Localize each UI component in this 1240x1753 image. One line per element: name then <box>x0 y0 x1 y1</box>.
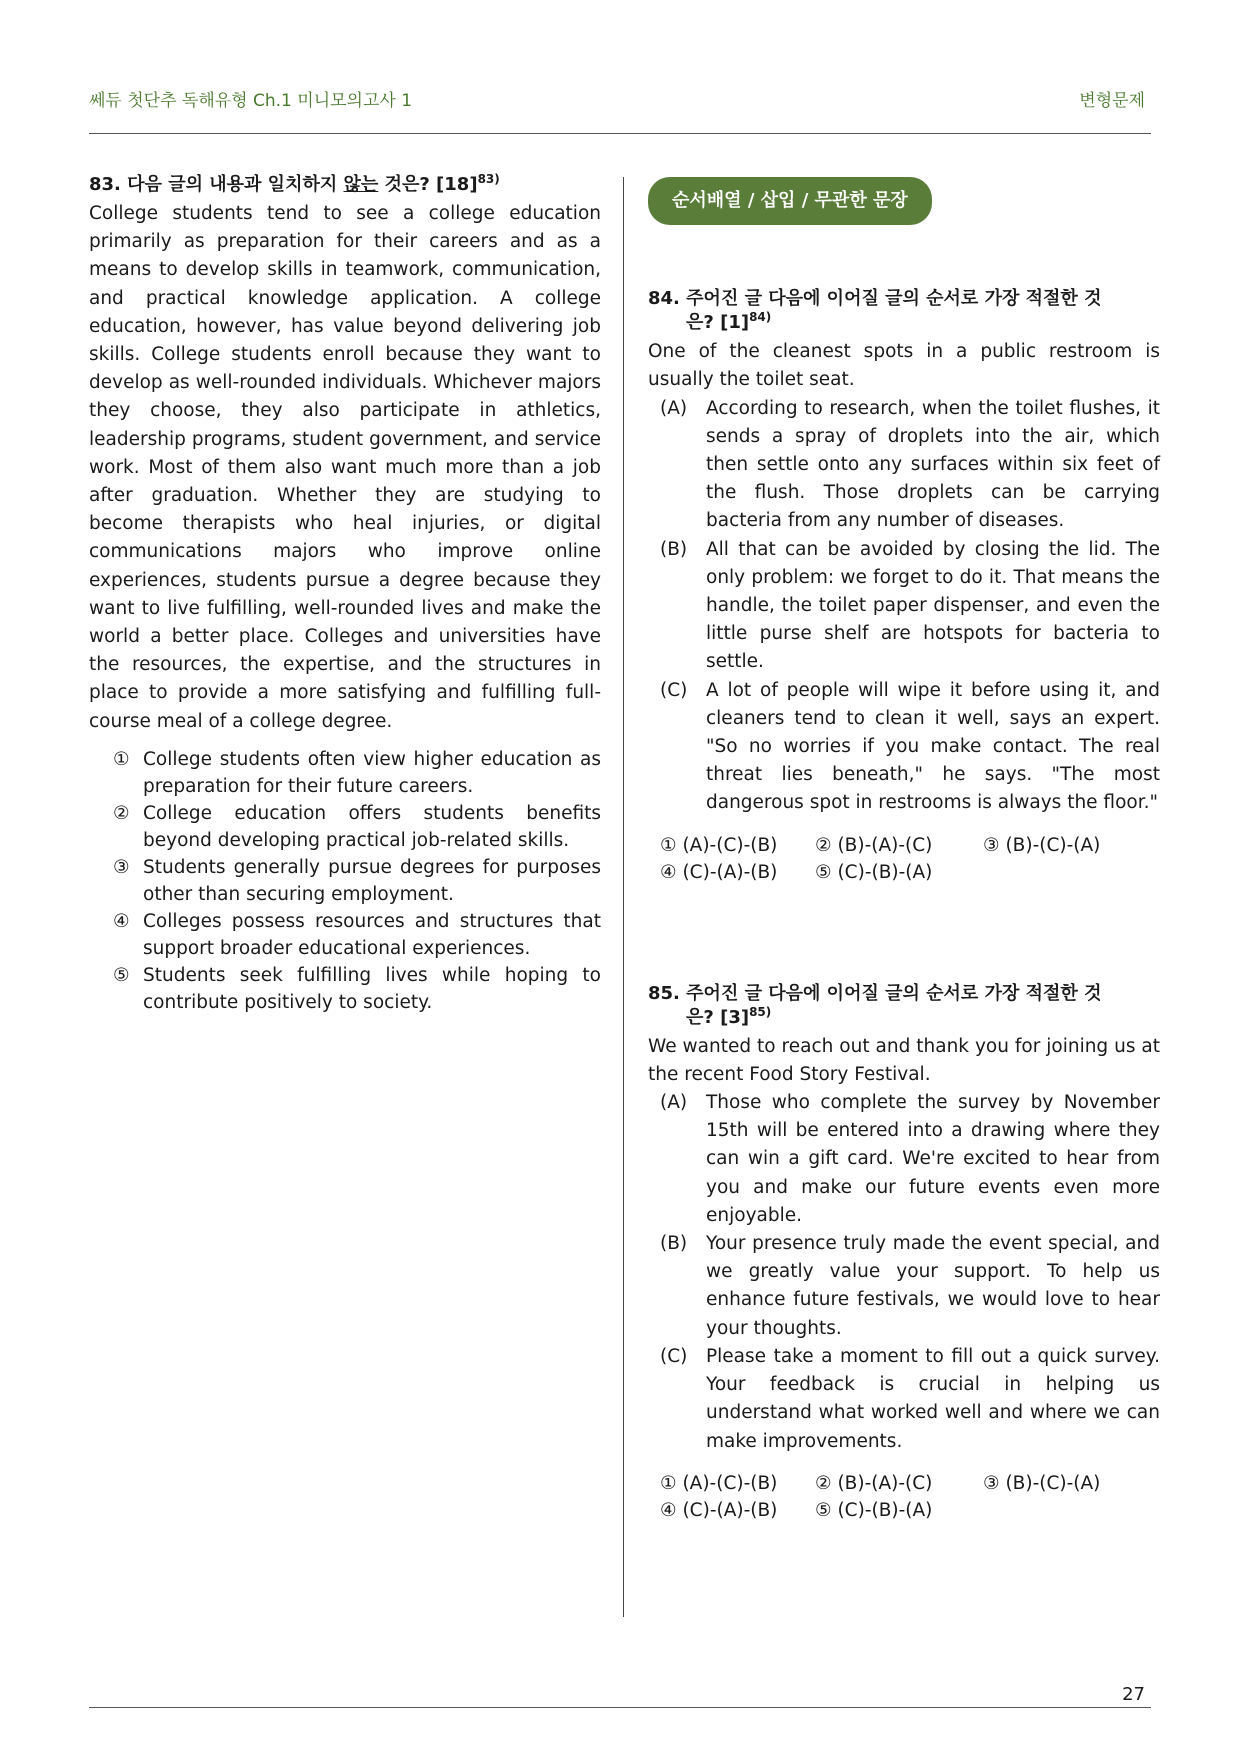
order-options <box>660 832 1160 886</box>
paragraph-label: (B) <box>660 538 688 560</box>
paragraph-b <box>660 536 1160 677</box>
right-column <box>648 173 1160 1524</box>
paragraph-a <box>660 1089 1160 1230</box>
paragraph-text: Please take a moment to fill out a quick survey. Your feedback is crucial in helping us understand what worked well and where we can make improvements. <box>706 1345 1160 1452</box>
question-number: 85. <box>648 982 680 1004</box>
paragraph-c <box>660 1343 1160 1456</box>
question-number: 84. <box>648 288 680 310</box>
title-text: 주어진 글 다음에 이어질 글의 순서로 가장 적절한 것 <box>686 982 1102 1004</box>
order-option[interactable]: ① (A)-(C)-(B) <box>660 1472 778 1494</box>
section-badge: 순서배열 / 삽입 / 무관한 문장 <box>648 177 932 225</box>
paragraph-text: According to research, when the toilet flushes, it sends a spray of droplets into the air, which then settle onto any surfaces within six feet of the flush. Those droplets can be carrying bacteria from any number of diseases. <box>706 397 1160 532</box>
order-option[interactable]: ② (B)-(A)-(C) <box>815 1472 933 1494</box>
intro-text: We wanted to reach out and thank you for joining us at the recent Food Story Festival. <box>648 1035 1160 1085</box>
order-option[interactable]: ④ (C)-(A)-(B) <box>660 861 778 883</box>
paragraph-b <box>660 1230 1160 1343</box>
paragraph-text: All that can be avoided by closing the lid. The only problem: we forget to do it. That means the handle, the toilet paper dispenser, and even the little purse shelf are hotspots for bacteria to settle. <box>706 538 1160 673</box>
paragraph-list <box>648 1089 1160 1456</box>
choice-text: Colleges possess resources and structures that support broader educational experiences. <box>143 910 601 959</box>
order-option[interactable]: ① (A)-(C)-(B) <box>660 834 778 856</box>
choice-number: ② <box>113 802 130 824</box>
order-options <box>660 1470 1160 1524</box>
page-number: 27 <box>1122 1684 1145 1705</box>
choice-number: ① <box>113 748 130 770</box>
choice-item[interactable] <box>101 962 601 1016</box>
intro-text: One of the cleanest spots in a public restroom is usually the toilet seat. <box>648 341 1160 391</box>
choice-text: College education offers students benefits beyond developing practical job-related skills. <box>143 802 601 851</box>
header-category: 변형문제 <box>1079 91 1145 111</box>
order-option[interactable]: ② (B)-(A)-(C) <box>815 834 933 856</box>
question-83 <box>89 173 601 1016</box>
title-text: 주어진 글 다음에 이어질 글의 순서로 가장 적절한 것 <box>686 288 1102 310</box>
choice-item[interactable] <box>101 800 601 854</box>
question-number: 83. <box>89 174 121 195</box>
order-option[interactable]: ③ (B)-(C)-(A) <box>983 1472 1101 1494</box>
paragraph-text: Your presence truly made the event special, and we greatly value your support. To help us enhance future festivals, we would love to hear your thoughts. <box>706 1233 1160 1339</box>
choice-text: Students generally pursue degrees for purposes other than securing employment. <box>143 856 601 905</box>
paragraph-label: (B) <box>660 1233 688 1255</box>
choice-item[interactable] <box>101 746 601 800</box>
footnote-ref: 85) <box>749 1004 772 1019</box>
choice-item[interactable] <box>101 908 601 962</box>
choice-list <box>89 746 601 1016</box>
header-rule <box>89 133 1151 134</box>
choice-text: College students often view higher education as preparation for their future careers. <box>143 748 601 797</box>
paragraph-text: A lot of people will wipe it before using it, and cleaners tend to clean it well, says an expert. "So no worries if you make contact. The real threat lies beneath," he says. "The most dangerous spot in restrooms is always the floor." <box>706 679 1160 814</box>
question-85-title <box>648 982 1160 1030</box>
title-text: 은? [1] <box>686 312 750 334</box>
question-84 <box>648 287 1160 885</box>
choice-number: ③ <box>113 856 130 878</box>
title-text: 다음 글의 내용과 일치하지 <box>127 174 344 195</box>
order-option[interactable]: ④ (C)-(A)-(B) <box>660 1499 778 1521</box>
title-text: 것은? [18] <box>378 174 478 195</box>
footer-rule <box>89 1707 1151 1708</box>
question-83-title <box>89 173 601 197</box>
paragraph-text: Those who complete the survey by November 15th will be entered into a drawing where they can win a gift card. We're excited to hear from you and make our future events even more enjoyable. <box>706 1092 1160 1226</box>
paragraph-label: (A) <box>660 1092 688 1114</box>
order-option[interactable]: ③ (B)-(C)-(A) <box>983 834 1101 856</box>
choice-number: ⑤ <box>113 964 130 986</box>
paragraph-label: (C) <box>660 1345 688 1367</box>
paragraph-label: (C) <box>660 679 688 701</box>
paragraph-a <box>660 395 1160 536</box>
order-option[interactable]: ⑤ (C)-(B)-(A) <box>815 1499 933 1521</box>
paragraph-label: (A) <box>660 397 688 419</box>
paragraph-list <box>648 395 1160 818</box>
paragraph-c <box>660 677 1160 818</box>
header-title: 쎄듀 첫단추 독해유형 Ch.1 미니모의고사 1 <box>89 91 413 111</box>
order-option[interactable]: ⑤ (C)-(B)-(A) <box>815 861 933 883</box>
choice-text: Students seek fulfilling lives while hoping to contribute positively to society. <box>143 964 601 1013</box>
choice-number: ④ <box>113 910 130 932</box>
title-underlined: 않는 <box>343 174 379 195</box>
passage: College students tend to see a college education primarily as preparation for their careers and as a means to develop skills in teamwork, communication, and practical knowledge application. A college education, however, has value beyond delivering job skills. College students enroll because they want to develop as well-rounded individuals. Whichever majors they choose, they also participate in athletics, leadership programs, student government, and service work. Most of them also want much more than a job after graduation. Whether they are studying to become therapists who heal injuries, or digital communications majors who improve online experiences, students pursue a degree because they want to live fulfilling, well-rounded lives and make the world a better place. Colleges and universities have the resources, the expertise, and the structures in place to provide a more satisfying and fulfilling full-course meal of a college degree. <box>89 203 601 732</box>
footnote-ref: 83) <box>477 172 500 186</box>
title-text: 은? [3] <box>686 1006 750 1028</box>
question-84-title <box>648 287 1160 335</box>
choice-item[interactable] <box>101 854 601 908</box>
question-85 <box>648 982 1160 1524</box>
column-divider <box>623 177 624 1617</box>
footnote-ref: 84) <box>749 310 772 325</box>
